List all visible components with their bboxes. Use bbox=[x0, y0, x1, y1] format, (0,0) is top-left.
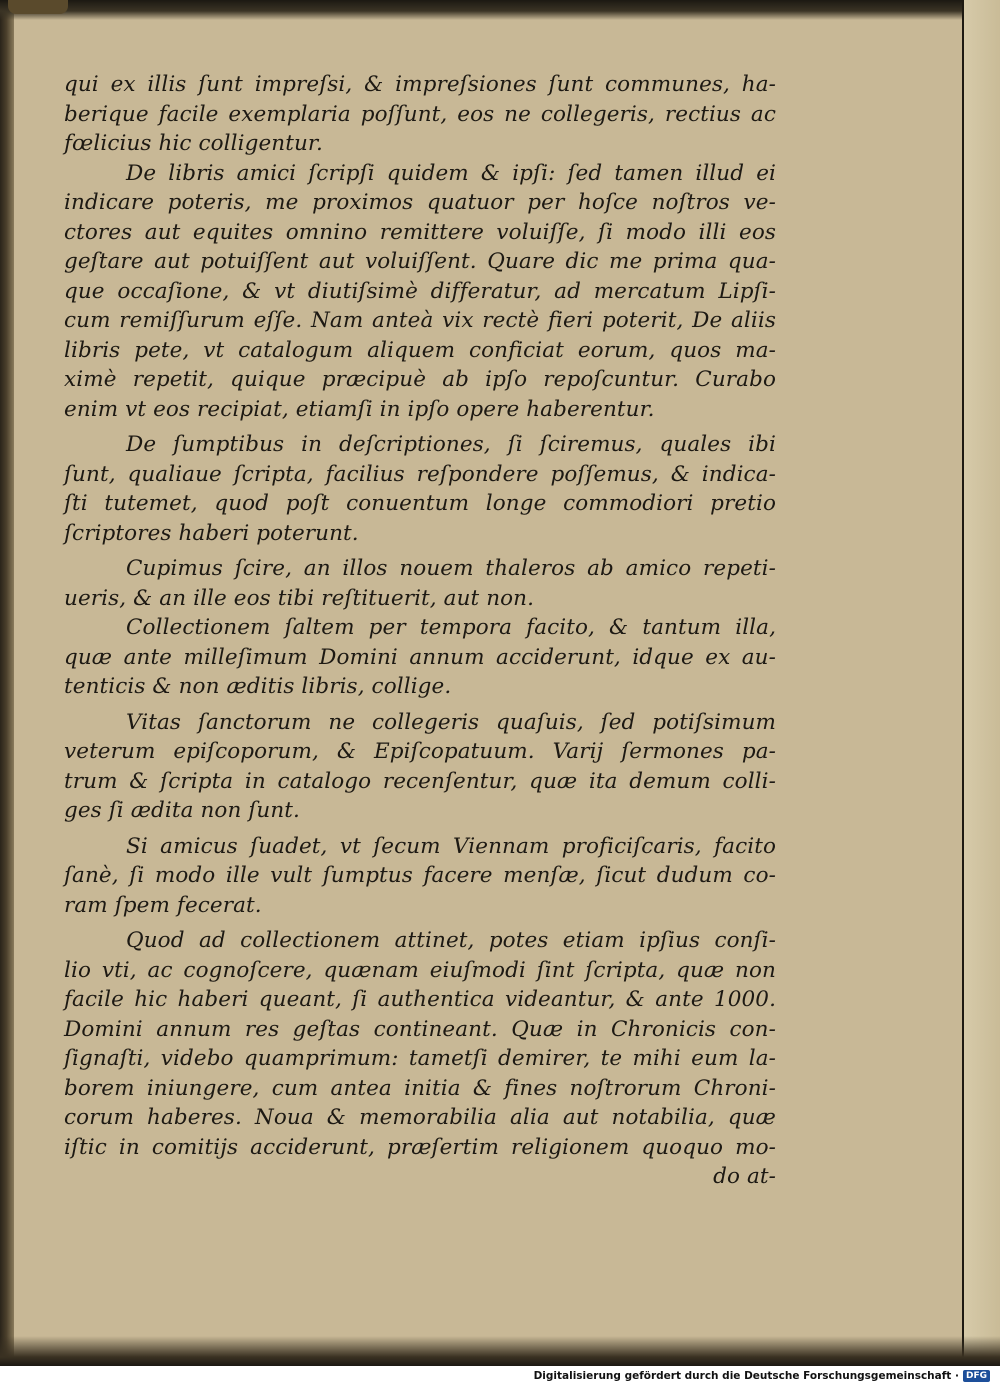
text-line: ſignaſti, videbo quamprimum: tametſi demirer, te mihi eum la- bbox=[64, 1046, 776, 1071]
text-line: Vitas ſanctorum ne collegeris quaſuis, ſed potiſsimum bbox=[126, 709, 776, 735]
text-line: que occaſione, & vt diutiſsimè differatur, ad mercatum Lipſi- bbox=[64, 278, 776, 304]
text-line: facile hic haberi queant, ſi authentica videantur, & ante 1000. bbox=[64, 987, 776, 1012]
text-line: berique facile exemplaria poſſunt, eos ne collegeris, rectius ac bbox=[64, 101, 776, 127]
text-line: quæ ante milleſimum Domini annum acciderunt, idque ex au- bbox=[64, 644, 776, 670]
text-line: Collectionem ſaltem per tempora facito, & tantum illa, bbox=[126, 615, 776, 640]
footer-credit-text: Digitalisierung gefördert durch die Deutsche Forschungsgemeinschaft · bbox=[533, 1370, 959, 1382]
text-line: ueris, & an ille eos tibi reſtituerit, aut non. bbox=[64, 585, 535, 611]
text-line: corum haberes. Noua & memorabilia alia aut notabilia, quæ bbox=[64, 1105, 776, 1130]
text-line: libris pete, vt catalogum aliquem conficiat eorum, quos ma- bbox=[64, 337, 776, 363]
text-line: do at- bbox=[713, 1164, 776, 1189]
text-line: ſcriptores haberi poterunt. bbox=[64, 520, 359, 546]
text-line: trum & ſcripta in catalogo recenſentur, quæ ita demum colli- bbox=[64, 768, 776, 794]
text-line: veterum epiſcoporum, & Epiſcopatuum. Varij ſermones pa- bbox=[64, 739, 776, 764]
book-spine-edge bbox=[0, 0, 14, 1366]
text-line: ram ſpem fecerat. bbox=[64, 892, 262, 918]
text-line: lio vti, ac cognoſcere, quænam eiuſmodi ſint ſcripta, quæ non bbox=[64, 957, 776, 983]
text-line: Si amicus ſuadet, vt ſecum Viennam proficiſcaris, facito bbox=[126, 833, 776, 859]
text-line: ſanè, ſi modo ille vult ſumptus facere menſæ, ſicut dudum co- bbox=[64, 863, 776, 888]
text-line: geſtare aut potuiſſent aut voluiſſent. Quare dic me prima qua- bbox=[64, 249, 776, 274]
text-line: ges ſi ædita non ſunt. bbox=[64, 798, 300, 823]
text-line: De ſumptibus in deſcriptiones, ſi ſciremus, quales ibi bbox=[126, 432, 776, 457]
dfg-logo: DFG bbox=[963, 1370, 990, 1382]
text-line: ſunt, qualiaue ſcripta, facilius reſpondere poſſemus, & indica- bbox=[64, 461, 776, 487]
text-line: borem iniungere, cum antea initia & fines noſtrorum Chroni- bbox=[64, 1075, 776, 1101]
text-line: enim vt eos recipiat, etiamſi in ipſo opere haberentur. bbox=[64, 396, 655, 422]
text-line: iſtic in comitijs acciderunt, præſertim religionem quoquo mo- bbox=[64, 1134, 776, 1160]
text-line: qui ex illis ſunt impreſsi, & impreſsiones ſunt communes, ha- bbox=[64, 72, 776, 97]
footer-credit bbox=[534, 1366, 990, 1386]
text-line: ſti tutemet, quod poſt conuentum longe commodiori pretio bbox=[64, 491, 776, 516]
text-line: Quod ad collectionem attinet, potes etiam ipſius conſi- bbox=[126, 928, 776, 953]
text-line: indicare poteris, me proximos quatuor per hoſce noſtros ve- bbox=[64, 190, 776, 215]
text-line: ctores aut equites omnino remittere voluiſſe, ſi modo illi eos bbox=[64, 219, 776, 245]
text-line: Domini annum res geſtas contineant. Quæ in Chronicis con- bbox=[64, 1016, 776, 1042]
page-text-block bbox=[64, 70, 776, 1192]
text-line: ximè repetit, quique præcipuè ab ipſo repoſcuntur. Curabo bbox=[64, 367, 776, 392]
text-line: cum remiſſurum eſſe. Nam anteà vix rectè fieri poterit, De aliis bbox=[64, 308, 776, 333]
text-line: tenticis & non æditis libris, collige. bbox=[64, 674, 452, 699]
bottom-shadow-edge bbox=[0, 1336, 1000, 1366]
text-line: Cupimus ſcire, an illos nouem thaleros ab amico repeti- bbox=[126, 556, 776, 581]
text-line: De libris amici ſcripſi quidem & ipſi: ſed tamen illud ei bbox=[126, 160, 776, 186]
top-shadow-edge bbox=[0, 0, 1000, 20]
text-line: fœlicius hic colligentur. bbox=[64, 131, 323, 156]
page-right-edge bbox=[962, 0, 1000, 1366]
